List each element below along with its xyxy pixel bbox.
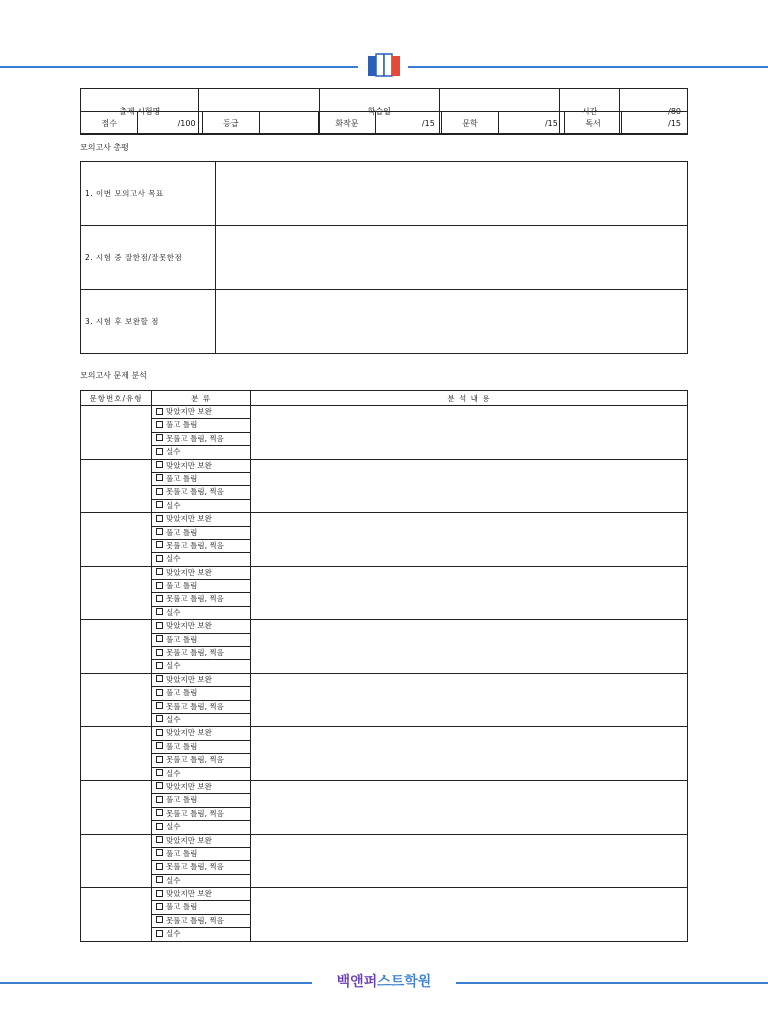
category-option[interactable] (152, 808, 250, 821)
category-option[interactable] (152, 835, 250, 848)
category-option[interactable] (152, 928, 250, 940)
brand-logo (318, 971, 450, 991)
option-label: 실수 (166, 822, 181, 832)
option-label: 실수 (166, 714, 181, 724)
book-logo-icon (366, 52, 402, 78)
checkbox-icon[interactable] (156, 595, 163, 602)
literature-label: 문학 (441, 112, 498, 135)
analysis-content-cell[interactable] (251, 727, 688, 781)
checkbox-icon[interactable] (156, 796, 163, 803)
option-label: 맞았지만 보완 (166, 407, 212, 416)
option-label: 실수 (166, 500, 181, 510)
checkbox-icon[interactable] (156, 675, 163, 682)
option-label: 못풀고 틀림, 찍음 (166, 648, 224, 658)
category-option[interactable] (152, 473, 250, 486)
category-option[interactable] (152, 674, 250, 687)
top-divider-right (408, 66, 768, 68)
checkbox-icon[interactable] (156, 528, 163, 535)
checkbox-icon[interactable] (156, 421, 163, 428)
time-value[interactable]: /80 (620, 89, 688, 134)
review-section-title: 모의고사 총평 (80, 143, 129, 152)
checkbox-icon[interactable] (156, 461, 163, 468)
option-label: 못풀고 틀림, 찍음 (166, 915, 224, 925)
col-header-analysis: 분 석 내 용 (251, 391, 688, 406)
reading-label: 독서 (564, 112, 621, 135)
bottom-divider-right (456, 982, 768, 984)
category-option[interactable] (152, 888, 250, 901)
category-option[interactable] (152, 768, 250, 780)
checkbox-icon[interactable] (156, 515, 163, 522)
option-label: 맞았지만 보완 (166, 728, 212, 738)
option-label: 못풀고 틀림, 찍음 (166, 755, 224, 765)
analysis-row (81, 513, 688, 567)
option-label: 맞았지만 보완 (166, 835, 212, 845)
question-number-cell[interactable] (81, 888, 152, 942)
analysis-row (81, 566, 688, 620)
checkbox-icon[interactable] (156, 836, 163, 843)
question-number-cell[interactable] (81, 566, 152, 620)
analysis-section-title: 모의고사 문제 분석 (80, 371, 147, 380)
checkbox-icon[interactable] (156, 568, 163, 575)
category-option[interactable] (152, 781, 250, 794)
score-label: 점수 (81, 112, 138, 135)
option-label: 실수 (166, 768, 181, 778)
grade-value[interactable] (259, 112, 318, 135)
question-number-cell[interactable] (81, 834, 152, 888)
category-option[interactable] (152, 647, 250, 660)
checkbox-icon[interactable] (156, 715, 163, 722)
category-option[interactable] (152, 486, 250, 499)
checkbox-icon[interactable] (156, 756, 163, 763)
analysis-content-cell[interactable] (251, 673, 688, 727)
checkbox-icon[interactable] (156, 823, 163, 830)
review-label-improvement: 3. 시험 후 보완할 점 (81, 290, 216, 354)
category-option[interactable] (152, 593, 250, 606)
option-label: 못풀고 틀림, 찍음 (166, 540, 224, 550)
category-option[interactable] (152, 607, 250, 619)
checkbox-icon[interactable] (156, 903, 163, 910)
checkbox-icon[interactable] (156, 434, 163, 441)
analysis-row (81, 780, 688, 834)
analysis-content-cell[interactable] (251, 406, 688, 460)
analysis-content-cell[interactable] (251, 834, 688, 888)
option-label: 못풀고 틀림, 찍음 (166, 701, 224, 711)
checkbox-icon[interactable] (156, 729, 163, 736)
checkbox-icon[interactable] (156, 863, 163, 870)
category-options (152, 513, 251, 567)
category-options (152, 673, 251, 727)
checkbox-icon[interactable] (156, 408, 163, 415)
question-number-cell[interactable] (81, 620, 152, 674)
question-number-cell[interactable] (81, 459, 152, 513)
option-label: 맞았지만 보완 (166, 889, 212, 899)
option-label: 맞았지만 보완 (166, 781, 212, 791)
category-option[interactable] (152, 687, 250, 700)
review-content-goal[interactable] (216, 162, 688, 226)
category-option[interactable] (152, 419, 250, 432)
score-table (80, 111, 688, 135)
option-label: 풀고 틀림 (166, 473, 198, 483)
category-option[interactable] (152, 660, 250, 672)
question-number-cell[interactable] (81, 406, 152, 460)
score-value[interactable]: /100 (138, 112, 202, 135)
analysis-row (81, 834, 688, 888)
option-label: 맞았지만 보완 (166, 567, 212, 577)
brand-part2: 스트학원 (377, 974, 432, 990)
checkbox-icon[interactable] (156, 448, 163, 455)
checkbox-icon[interactable] (156, 782, 163, 789)
category-options (152, 727, 251, 781)
review-content-performance[interactable] (216, 226, 688, 290)
option-label: 실수 (166, 447, 181, 457)
checkbox-icon[interactable] (156, 488, 163, 495)
analysis-content-cell[interactable] (251, 566, 688, 620)
option-label: 풀고 틀림 (166, 527, 198, 537)
option-label: 못풀고 틀림, 찍음 (166, 594, 224, 604)
option-label: 풀고 틀림 (166, 688, 198, 698)
question-number-cell[interactable] (81, 780, 152, 834)
bottom-divider-left (0, 982, 312, 984)
option-label: 풀고 틀림 (166, 420, 198, 430)
category-option[interactable] (152, 580, 250, 593)
checkbox-icon[interactable] (156, 890, 163, 897)
literature-value[interactable]: /15 (499, 112, 565, 135)
category-option[interactable] (152, 714, 250, 726)
analysis-row (81, 888, 688, 942)
option-label: 실수 (166, 554, 181, 564)
category-option[interactable] (152, 901, 250, 914)
category-options (152, 566, 251, 620)
checkbox-icon[interactable] (156, 541, 163, 548)
checkbox-icon[interactable] (156, 555, 163, 562)
category-options (152, 888, 251, 942)
category-options (152, 834, 251, 888)
option-label: 풀고 틀림 (166, 902, 198, 912)
option-label: 풀고 틀림 (166, 581, 198, 591)
category-option[interactable] (152, 875, 250, 887)
category-option[interactable] (152, 513, 250, 526)
analysis-row (81, 620, 688, 674)
checkbox-icon[interactable] (156, 809, 163, 816)
checkbox-icon[interactable] (156, 742, 163, 749)
checkbox-icon[interactable] (156, 649, 163, 656)
checkbox-icon[interactable] (156, 608, 163, 615)
analysis-row (81, 727, 688, 781)
exam-name-label: 출제 시험명 (81, 89, 199, 134)
option-label: 맞았지만 보완 (166, 514, 212, 524)
checkbox-icon[interactable] (156, 622, 163, 629)
review-table (80, 161, 688, 354)
category-option[interactable] (152, 446, 250, 458)
analysis-content-cell[interactable] (251, 888, 688, 942)
checkbox-icon[interactable] (156, 849, 163, 856)
category-options (152, 620, 251, 674)
category-option[interactable] (152, 567, 250, 580)
category-option[interactable] (152, 433, 250, 446)
option-label: 실수 (166, 607, 181, 617)
option-label: 풀고 틀림 (166, 795, 198, 805)
option-label: 못풀고 틀림, 찍음 (166, 808, 224, 818)
category-option[interactable] (152, 861, 250, 874)
option-label: 못풀고 틀림, 찍음 (166, 433, 224, 443)
checkbox-icon[interactable] (156, 635, 163, 642)
category-option[interactable] (152, 634, 250, 647)
category-option[interactable] (152, 460, 250, 473)
category-option[interactable] (152, 848, 250, 861)
study-date-label: 학습일 (319, 89, 439, 134)
analysis-row (81, 673, 688, 727)
option-label: 실수 (166, 661, 181, 671)
top-divider-left (0, 66, 358, 68)
category-option[interactable] (152, 620, 250, 633)
option-label: 풀고 틀림 (166, 848, 198, 858)
category-option[interactable] (152, 794, 250, 807)
checkbox-icon[interactable] (156, 501, 163, 508)
checkbox-icon[interactable] (156, 930, 163, 937)
category-option[interactable] (152, 821, 250, 833)
category-option[interactable] (152, 527, 250, 540)
option-label: 못풀고 틀림, 찍음 (166, 862, 224, 872)
checkbox-icon[interactable] (156, 689, 163, 696)
analysis-content-cell[interactable] (251, 780, 688, 834)
category-option[interactable] (152, 754, 250, 767)
category-option[interactable] (152, 727, 250, 740)
checkbox-icon[interactable] (156, 702, 163, 709)
review-label-performance: 2. 시험 중 잘한점/잘못한점 (81, 226, 216, 290)
category-option[interactable] (152, 701, 250, 714)
category-option[interactable] (152, 406, 250, 419)
category-options (152, 459, 251, 513)
checkbox-icon[interactable] (156, 474, 163, 481)
checkbox-icon[interactable] (156, 916, 163, 923)
category-option[interactable] (152, 500, 250, 512)
speech-writing-value[interactable]: /15 (376, 112, 442, 135)
category-options (152, 780, 251, 834)
category-option[interactable] (152, 741, 250, 754)
category-option[interactable] (152, 915, 250, 928)
option-label: 맞았지만 보완 (166, 621, 212, 631)
analysis-row (81, 459, 688, 513)
analysis-content-cell[interactable] (251, 620, 688, 674)
question-number-cell[interactable] (81, 727, 152, 781)
checkbox-icon[interactable] (156, 662, 163, 669)
col-header-question: 문항번호/유형 (81, 391, 152, 406)
option-label: 실수 (166, 875, 181, 885)
analysis-table (80, 390, 688, 942)
option-label: 실수 (166, 929, 181, 939)
category-options (152, 406, 251, 460)
option-label: 풀고 틀림 (166, 741, 198, 751)
brand-part1: 백앤퍼 (336, 974, 378, 990)
category-option[interactable] (152, 553, 250, 565)
analysis-content-cell[interactable] (251, 513, 688, 567)
review-content-improvement[interactable] (216, 290, 688, 354)
reading-value[interactable]: /15 (622, 112, 688, 135)
checkbox-icon[interactable] (156, 582, 163, 589)
category-option[interactable] (152, 540, 250, 553)
option-label: 맞았지만 보완 (166, 674, 212, 684)
option-label: 맞았지만 보완 (166, 460, 212, 470)
option-label: 풀고 틀림 (166, 634, 198, 644)
time-label: 시간 (560, 89, 620, 134)
review-label-goal: 1. 이번 모의고사 목표 (81, 162, 216, 226)
analysis-row (81, 406, 688, 460)
grade-label: 등급 (202, 112, 259, 135)
checkbox-icon[interactable] (156, 876, 163, 883)
option-label: 못풀고 틀림, 찍음 (166, 487, 224, 497)
analysis-content-cell[interactable] (251, 459, 688, 513)
checkbox-icon[interactable] (156, 769, 163, 776)
col-header-category: 분 류 (152, 391, 251, 406)
question-number-cell[interactable] (81, 673, 152, 727)
question-number-cell[interactable] (81, 513, 152, 567)
speech-writing-label: 화작문 (318, 112, 375, 135)
